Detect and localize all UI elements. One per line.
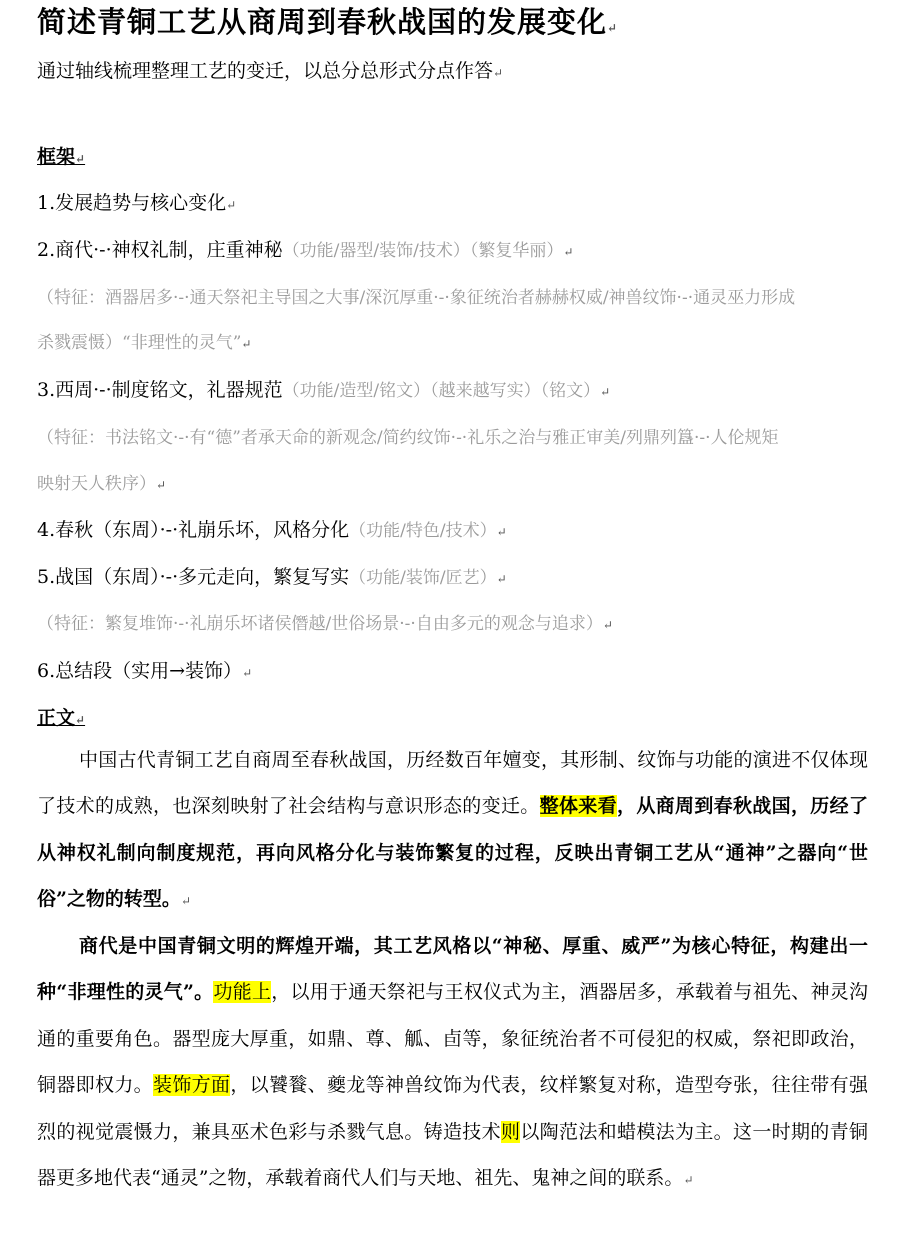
outline-item-note: （功能/器型/装饰/技术）（繁复华丽） <box>282 241 564 261</box>
outline-item-2 <box>37 235 573 262</box>
outline-item-note: （功能/装饰/匠艺） <box>349 568 497 588</box>
paragraph-mark: ↵ <box>241 337 252 351</box>
outline-item-main: 3.西周·-·制度铭文，礼器规范 <box>37 379 283 401</box>
feature-note-text: （特征：繁复堆饰·-·礼崩乐坏诸侯僭越/世俗场景·-·自由多元的观念与追求） <box>37 614 603 634</box>
feature-note-text: 杀戮震慑）“非理性的灵气” <box>37 333 242 353</box>
paragraph-mark: ↵ <box>75 713 86 727</box>
subtitle-text: 通过轴线梳理整理工艺的变迁，以总分总形式分点作答 <box>37 60 494 82</box>
outline-item-note: （功能/特色/技术） <box>349 521 497 541</box>
paragraph-mark: ↵ <box>75 152 86 166</box>
outline-item-3 <box>37 375 610 402</box>
outline-heading-text: 框架 <box>37 146 76 168</box>
paragraph-mark: ↵ <box>496 525 507 539</box>
outline-heading <box>37 142 85 169</box>
paragraph-mark: ↵ <box>493 66 504 80</box>
document-subtitle <box>37 56 503 83</box>
body-paragraph-2 <box>37 923 868 1203</box>
paragraph-mark: ↵ <box>563 245 574 259</box>
title-text: 简述青铜工艺从商周到春秋战国的发展变化 <box>37 5 608 39</box>
highlighted-text: 装饰方面 <box>153 1074 231 1097</box>
feature-note-text: 映射天人秩序） <box>37 474 156 494</box>
outline-item-main: 6.总结段（实用→装饰） <box>37 660 243 682</box>
outline-item-note: （功能/造型/铭文）（越来越写实）（铭文） <box>282 381 601 401</box>
paragraph-mark: ↵ <box>156 478 167 492</box>
paragraph-mark: ↵ <box>242 666 253 680</box>
highlighted-text: 则 <box>500 1120 521 1143</box>
paragraph-text: ，以饕餮、夔龙等神兽纹饰为代表，纹样繁复对称，造型夸张，往往带有强烈的视觉震慑力，兼具巫术色彩与杀戮气息。铸造技术 <box>37 1074 868 1143</box>
paragraph-text: 以陶范法和蜡模法为主。这一时期的青铜器更多地代表“通灵”之物，承载着商代人们与天地、祖先、鬼神之间的联系。 <box>37 1120 868 1190</box>
feature-note-text: （特征：书法铭文·-·有“德”者承天命的新观念/简约纹饰·-·礼乐之治与雅正审美/列鼎列簋·-·人伦规矩 <box>37 428 779 448</box>
outline-item-main: 5.战国（东周）·-·多元走向，繁复写实 <box>37 566 350 588</box>
bold-text: ，从商周到春秋战国，历经了从神权礼制向制度规范，再向风格分化与装饰繁复的过程，反映出青铜工艺从“通神”之器向“世俗”之物的转型。 <box>37 795 868 911</box>
feature-note-text: （特征：酒器居多·-·通天祭祀主导国之大事/深沉厚重·-·象征统治者赫赫权威/神兽纹饰·-·通灵巫力形成 <box>37 288 796 308</box>
feature-note-1-line-2 <box>37 328 251 353</box>
paragraph-mark: ↵ <box>496 572 507 586</box>
body-heading <box>37 703 85 730</box>
outline-item-5 <box>37 562 507 589</box>
paragraph-text: 中国古代青铜工艺自商周至春秋战国，历经数百年嬗变，其形制、纹饰与功能的演进不仅体现了技术的成熟，也深刻映射了社会结构与意识形态的变迁。 <box>37 749 868 818</box>
feature-note-3 <box>37 609 613 634</box>
feature-note-2-line-1 <box>37 423 779 448</box>
paragraph-text: ，以用于通天祭祀与王权仪式为主，酒器居多，承载着与祖先、神灵沟通的重要角色。器型庞大厚重，如鼎、尊、觚、卣等，象征统治者不可侵犯的权威，祭祀即政治，铜器即权力。 <box>37 981 868 1097</box>
paragraph-mark: ↵ <box>600 385 611 399</box>
outline-item-6 <box>37 656 252 683</box>
highlighted-text: 功能上 <box>213 981 272 1004</box>
highlighted-text: 整体来看 <box>539 795 617 818</box>
outline-item-main: 4.春秋（东周）·-·礼崩乐坏，风格分化 <box>37 519 350 541</box>
outline-item-4 <box>37 515 507 542</box>
paragraph-mark: ↵ <box>607 21 619 35</box>
body-paragraph-1 <box>37 737 868 925</box>
feature-note-1-line-1 <box>37 283 795 308</box>
bold-text: 商代是中国青铜文明的辉煌开端，其工艺风格以“神秘、厚重、威严”为核心特征，构建出一种“非理性的灵气”。 <box>37 935 868 1004</box>
outline-item-main: 2.商代·-·神权礼制，庄重神秘 <box>37 239 283 261</box>
document-title <box>37 0 618 41</box>
outline-item-1 <box>37 188 236 215</box>
feature-note-2-line-2 <box>37 469 166 494</box>
paragraph-mark: ↵ <box>180 894 191 909</box>
paragraph-mark: ↵ <box>602 618 613 632</box>
paragraph-mark: ↵ <box>683 1173 694 1188</box>
paragraph-mark: ↵ <box>226 198 237 212</box>
body-heading-text: 正文 <box>37 707 76 729</box>
outline-item-main: 1.发展趋势与核心变化 <box>37 192 227 214</box>
